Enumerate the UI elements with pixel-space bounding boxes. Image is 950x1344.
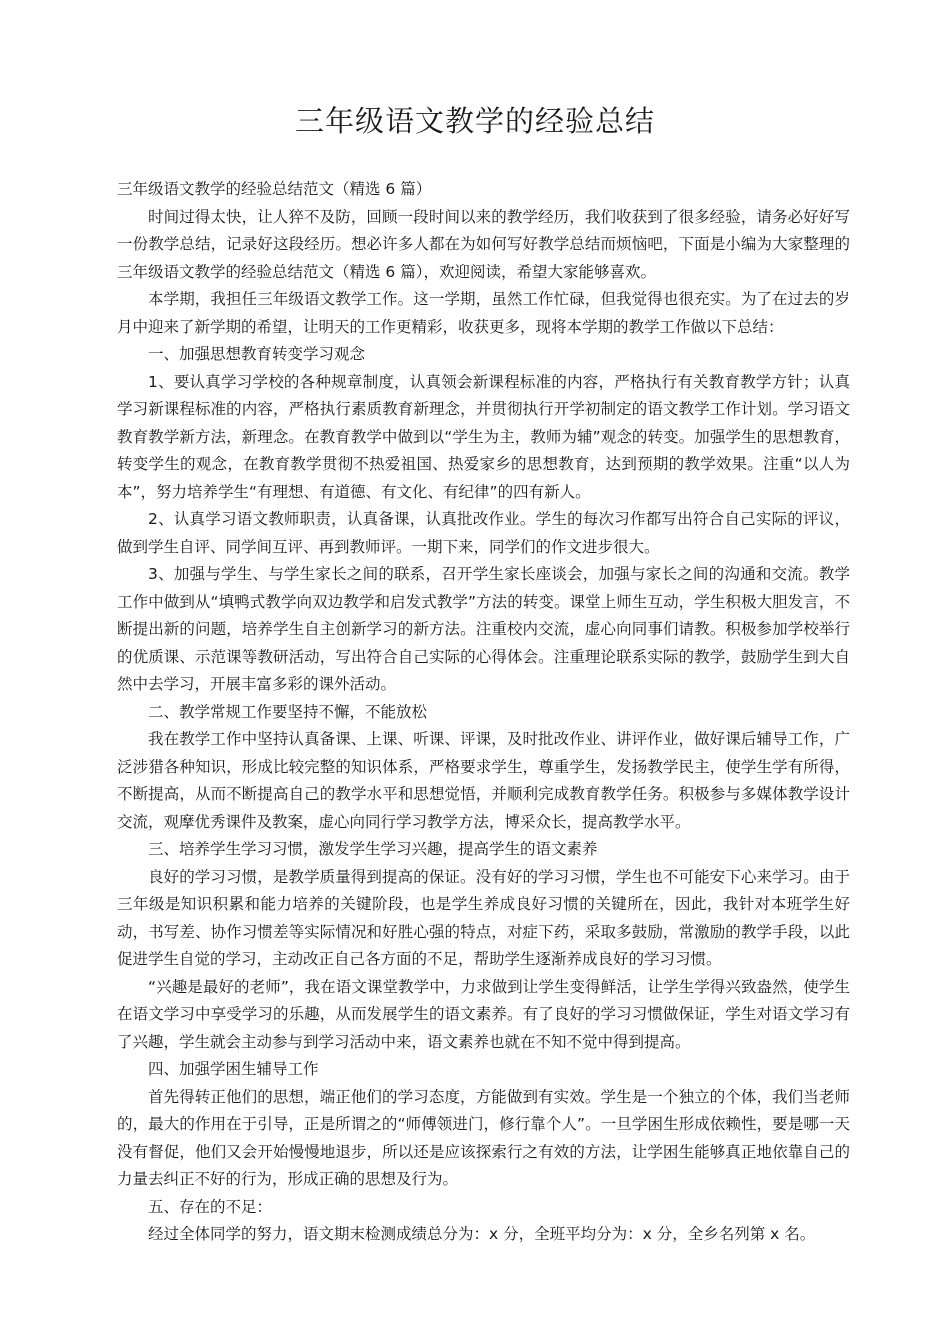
document-body: [117, 176, 850, 1249]
paragraph-1-2: 2、认真学习语文教师职责，认真备课，认真批改作业。学生的每次习作都写出符合自己实际的评议，做到学生自评、同学间互评、再到教师评。一期下来，同学们的作文进步很大。: [117, 510, 850, 556]
paragraph-4: 首先得转正他们的思想，端正他们的学习态度，方能做到有实效。学生是一个独立的个体，我们当老师的，最大的作用在于引导，正是所谓之的“师傅领进门，修行靠个人”。一旦学困生形成依赖性，要是哪一天没有督促，他们又会开始慢慢地退步，所以还是应该探索行之有效的方法，让学困生能够真正地依靠自己的力量去纠正不好的行为，形成正确的思想及行为。: [117, 1087, 850, 1188]
document-subtitle: 三年级语文教学的经验总结范文（精选 6 篇）: [117, 180, 432, 198]
section-heading-1: 一、加强思想教育转变学习观念: [148, 345, 366, 363]
section-heading-5: 五、存在的不足：: [148, 1197, 273, 1216]
paragraph-3-2: “兴趣是最好的老师”，我在语文课堂教学中，力求做到让学生变得鲜活，让学生学得兴致盎然，使学生在语文学习中享受学习的乐趣，从而发展学生的语文素养。有了良好的学习习惯做保证，学生对语文学习有了兴趣，学生就会主动参与到学习活动中来，语文素养也就在不知不觉中得到提高。: [117, 977, 850, 1051]
paragraph-1-3: 3、加强与学生、与学生家长之间的联系，召开学生家长座谈会，加强与家长之间的沟通和交流。教学工作中做到从“填鸭式教学向双边教学和启发式教学”方法的转变。课堂上师生互动，学生积极大胆发言，不断提出新的问题，培养学生自主创新学习的新方法。注重校内交流，虚心向同事们请教。积极参加学校举行的优质课、示范课等教研活动，写出符合自己实际的心得体会。注重理论联系实际的教学，鼓励学生到大自然中去学习，开展丰富多彩的课外活动。: [117, 565, 850, 693]
section-heading-2: 二、教学常规工作要坚持不懈，不能放松: [148, 702, 428, 721]
paragraph-5: 经过全体同学的努力，语文期末检测成绩总分为：x 分，全班平均分为：x 分，全乡名列第 x 名。: [148, 1225, 816, 1243]
paragraph-1-1: 1、要认真学习学校的各种规章制度，认真领会新课程标准的内容，严格执行有关教育教学方针；认真学习新课程标准的内容，严格执行素质教育新理念，并贯彻执行开学初制定的语文教学工作计划。学习语文教育教学新方法，新理念。在教育教学中做到以“学生为主，教师为辅”观念的转变。加强学生的思想教育，转变学生的观念，在教育教学贯彻不热爱祖国、热爱家乡的思想教育，达到预期的教学效果。注重“以人为本”，努力培养学生“有理想、有道德、有文化、有纪律”的四有新人。: [117, 372, 850, 501]
section-heading-4: 四、加强学困生辅导工作: [148, 1060, 319, 1078]
document-title: 三年级语文教学的经验总结: [294, 104, 655, 138]
paragraph-overview: 本学期，我担任三年级语文教学工作。这一学期，虽然工作忙碌，但我觉得也很充实。为了在过去的岁月中迎来了新学期的希望，让明天的工作更精彩，收获更多，现将本学期的教学工作做以下总结：: [117, 290, 850, 336]
paragraph-intro: 时间过得太快，让人猝不及防，回顾一段时间以来的教学经历，我们收获到了很多经验，请务必好好写一份教学总结，记录好这段经历。想必许多人都在为如何写好教学总结而烦恼吧，下面是小编为大家整理的三年级语文教学的经验总结范文（精选 6 篇），欢迎阅读，希望大家能够喜欢。: [117, 207, 850, 281]
paragraph-2: 我在教学工作中坚持认真备课、上课、听课、评课，及时批改作业、讲评作业，做好课后辅导工作，广泛涉猎各种知识，形成比较完整的知识体系，严格要求学生，尊重学生，发扬教学民主，使学生学有所得，不断提高，从而不断提高自己的教学水平和思想觉悟，并顺利完成教育教学任务。积极参与多媒体教学设计交流，观摩优秀课件及教案，虚心向同行学习教学方法，博采众长，提高教学水平。: [117, 730, 850, 831]
paragraph-3-1: 良好的学习习惯，是教学质量得到提高的保证。没有好的学习习惯，学生也不可能安下心来学习。由于三年级是知识积累和能力培养的关键阶段，也是学生养成良好习惯的关键所在，因此，我针对本班学生好动，书写差、协作习惯差等实际情况和好胜心强的特点，对症下药，采取多鼓励，常激励的教学手段，以此促进学生自觉的学习，主动改正自己各方面的不足，帮助学生逐渐养成良好的学习习惯。: [117, 867, 850, 968]
section-heading-3: 三、培养学生学习习惯，激发学生学习兴趣，提高学生的语文素养: [148, 840, 598, 858]
